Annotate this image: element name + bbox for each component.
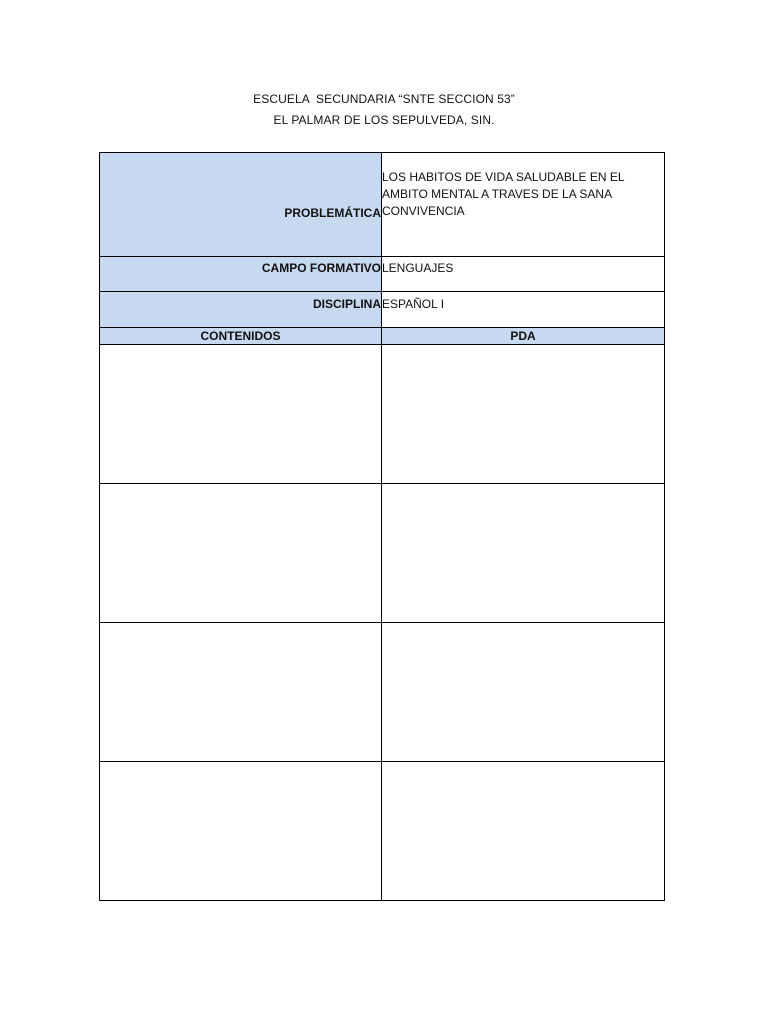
- contenidos-cell[interactable]: [100, 762, 382, 901]
- school-location: EL PALMAR DE LOS SEPULVEDA, SIN.: [273, 113, 495, 127]
- problematica-label: PROBLEMÁTICA: [100, 153, 382, 257]
- pda-cell[interactable]: [382, 623, 665, 762]
- school-name: ESCUELA SECUNDARIA “SNTE SECCION 53”: [253, 92, 515, 106]
- planning-form-table: [99, 152, 665, 901]
- problematica-value[interactable]: LOS HABITOS DE VIDA SALUDABLE EN EL AMBITO MENTAL A TRAVES DE LA SANA CONVIVENCIA: [382, 153, 665, 257]
- row-problematica: [100, 153, 665, 257]
- pda-cell[interactable]: [382, 762, 665, 901]
- column-header-pda: PDA: [382, 328, 665, 345]
- campo-formativo-value[interactable]: LENGUAJES: [382, 257, 665, 292]
- contenidos-cell[interactable]: [100, 484, 382, 623]
- table-row: [100, 484, 665, 623]
- table-row: [100, 762, 665, 901]
- row-campo-formativo: [100, 257, 665, 292]
- contenidos-cell[interactable]: [100, 345, 382, 484]
- disciplina-value[interactable]: ESPAÑOL I: [382, 292, 665, 328]
- column-header-contenidos: CONTENIDOS: [100, 328, 382, 345]
- contenidos-cell[interactable]: [100, 623, 382, 762]
- campo-formativo-label: CAMPO FORMATIVO: [100, 257, 382, 292]
- column-header-row: [100, 328, 665, 345]
- pda-cell[interactable]: [382, 484, 665, 623]
- pda-cell[interactable]: [382, 345, 665, 484]
- row-disciplina: [100, 292, 665, 328]
- table-row: [100, 623, 665, 762]
- table-row: [100, 345, 665, 484]
- disciplina-label: DISCIPLINA: [100, 292, 382, 328]
